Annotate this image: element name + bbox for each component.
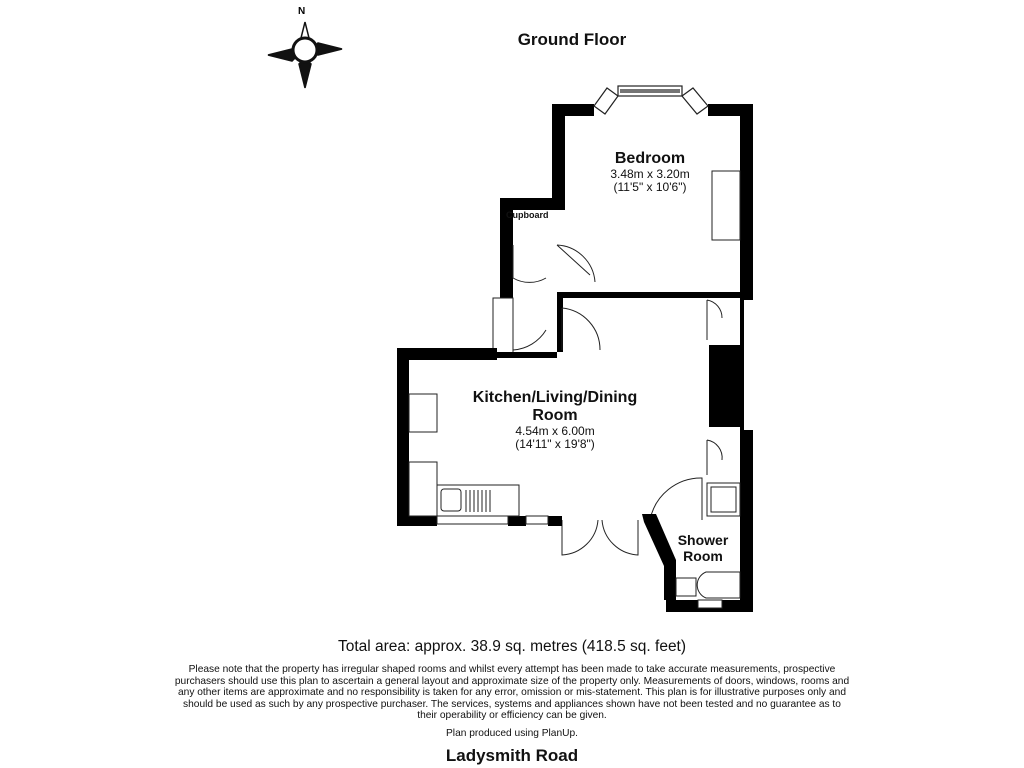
disclaimer: Please note that the property has irregular shaped rooms and whilst every attempt has been made to take accurate measurements, prospective purchasers should use this plan to ascertain a general layout and approximate size of the property only. Measurements of doors, windows, rooms and any other items are approximate and no responsibility is taken for any error, omission or mis-statement. This plan is for illustrative purposes only and should be used as such by any prospective purchaser. The services, systems and appliances shown have not been tested and no guarantee as to their operability or efficiency can be given. xyxy=(174,664,850,722)
kitchen-window-small xyxy=(526,516,548,524)
bay-window xyxy=(594,86,708,114)
kitchen-name-line2: Room xyxy=(532,407,578,424)
bedroom-label xyxy=(590,150,710,194)
wardrobe xyxy=(712,171,740,240)
kitchen-window xyxy=(437,516,508,524)
cupboard-label: Cupboard xyxy=(506,210,549,220)
shower-name-line2: Room xyxy=(683,548,723,564)
kitchen-imperial: (14'11" x 19'8") xyxy=(515,437,595,451)
total-area: Total area: approx. 38.9 sq. metres (418.5 sq. feet) xyxy=(337,638,687,655)
hall-door-frame xyxy=(493,298,513,354)
address: Ladysmith Road xyxy=(445,746,579,765)
kitchen-metric: 4.54m x 6.00m xyxy=(515,424,595,438)
bedroom-name: Bedroom xyxy=(614,150,686,167)
floor-title: Ground Floor xyxy=(517,30,627,49)
shower-name-line1: Shower xyxy=(677,532,729,548)
produced-by: Plan produced using PlanUp. xyxy=(446,728,578,739)
kitchen-name-line1: Kitchen/Living/Dining xyxy=(472,389,638,406)
compass-north-label: N xyxy=(298,6,306,17)
bedroom-metric: 3.48m x 3.20m xyxy=(610,167,690,181)
shower-label xyxy=(668,532,738,564)
kitchen-label xyxy=(445,389,665,451)
bedroom-walls xyxy=(552,104,753,300)
bedroom-imperial: (11'5" x 10'6") xyxy=(613,180,687,194)
